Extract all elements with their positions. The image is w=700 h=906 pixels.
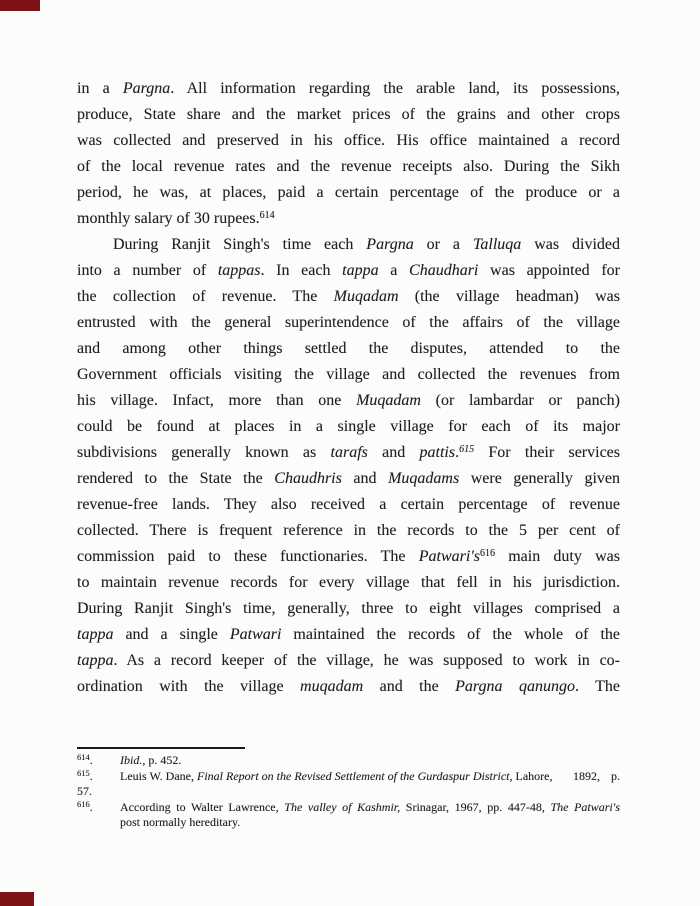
text-line — [77, 258, 620, 284]
text-segment: Muqadam — [333, 288, 399, 305]
text-segment: The Patwari's — [550, 799, 621, 814]
text-segment: could be found at places in a single village for each of its major — [77, 418, 620, 435]
footnote-line — [77, 800, 620, 816]
text-segment: of the local revenue rates and the revenue receipts also. During the Sikh — [77, 158, 620, 175]
text-segment: and the — [363, 678, 456, 695]
text-segment: subdivisions generally known as — [77, 444, 331, 461]
text-segment: in a — [77, 80, 123, 97]
text-segment: During Ranjit Singh's time, generally, three to eight villages comprised a — [77, 600, 620, 617]
footnote-text-right — [573, 769, 620, 785]
text-segment: Pargna — [366, 236, 414, 253]
text-line — [77, 206, 620, 232]
scan-edge-mark-top — [0, 0, 40, 11]
text-segment: Government officials visiting the village and collected the revenues from — [77, 366, 620, 383]
text-segment: p. 452. — [145, 753, 182, 767]
text-segment: . As a record keeper of the village, he was supposed to work in co- — [113, 652, 620, 669]
footnote-reference: 616 — [479, 548, 495, 559]
text-segment: was appointed for — [478, 262, 620, 279]
text-segment: was collected and preserved in his office. His office maintained a record — [77, 132, 620, 149]
footnote-number: $^{614}$. — [77, 752, 93, 767]
text-line — [77, 76, 620, 102]
text-segment: tarafs — [330, 444, 368, 461]
text-line — [77, 544, 620, 570]
text-segment: a — [378, 262, 410, 279]
text-segment: Ibid., — [120, 753, 146, 767]
text-segment: and — [367, 444, 420, 461]
text-segment: were generally given — [459, 470, 620, 487]
text-segment: . — [455, 444, 460, 461]
text-segment: (or lambardar or panch) — [420, 392, 620, 409]
text-segment: produce, State share and the market prices of the grains and other crops — [77, 106, 620, 123]
footnote-text — [120, 753, 620, 769]
text-segment: Final Report on the Revised Settlement of the Gurdaspur District — [197, 768, 510, 783]
text-segment: 57. — [77, 784, 92, 798]
text-segment: his village. Infact, more than one — [77, 392, 357, 409]
text-segment: Patwari — [229, 626, 282, 643]
text-segment: tappa — [342, 262, 379, 279]
text-segment: commission paid to these functionaries. The — [77, 548, 419, 565]
text-segment: During Ranjit Singh's time each — [113, 236, 367, 253]
text-line — [77, 128, 620, 154]
text-segment: tappas — [217, 262, 261, 279]
text-segment: Chaudhris — [274, 470, 342, 487]
footnote-reference: 615 — [459, 444, 475, 455]
footnote-number: $^{616}$. — [77, 798, 93, 814]
text-segment: was divided — [521, 236, 621, 253]
text-segment: tappa — [77, 626, 114, 643]
text-segment: pattis — [419, 444, 456, 461]
text-segment: 1892, p. — [573, 768, 620, 783]
text-line — [77, 518, 620, 544]
text-line — [77, 466, 620, 492]
text-segment: and a single — [113, 626, 230, 643]
text-segment: into a number of — [77, 262, 218, 279]
text-segment: period, he was, at places, paid a certain percentage of the produce or a — [77, 184, 620, 201]
text-segment: tappa — [77, 652, 114, 669]
text-segment: maintained the records of the whole of the — [281, 626, 620, 643]
footnote-line — [77, 784, 620, 800]
text-segment: According to Walter Lawrence, — [120, 799, 285, 814]
text-segment: . The — [574, 678, 620, 695]
text-segment: Muqadam — [356, 392, 421, 409]
text-line — [77, 440, 620, 466]
text-line — [77, 388, 620, 414]
text-segment: and among other things settled the disputes, attended to the — [77, 340, 620, 357]
text-segment: The valley of Kashmir, — [284, 799, 401, 814]
text-segment: . All information regarding the arable land, its possessions, — [170, 80, 621, 97]
text-line — [77, 570, 620, 596]
footnote-number: $^{615}$. — [77, 767, 93, 783]
scan-edge-mark-bottom — [0, 892, 34, 906]
footnote-text — [120, 769, 620, 785]
text-segment: For their services — [474, 444, 621, 461]
footnote-separator-rule — [77, 747, 245, 749]
text-line — [77, 336, 620, 362]
footnotes-block — [77, 753, 620, 831]
text-line — [77, 362, 620, 388]
text-segment: rendered to the State the — [77, 470, 275, 487]
text-segment: . In each — [260, 262, 343, 279]
main-text-block — [77, 76, 620, 700]
text-segment: Pargna qanungo — [455, 678, 575, 695]
text-segment: main duty was — [494, 548, 621, 565]
text-segment: the collection of revenue. The — [77, 288, 334, 305]
text-line — [77, 622, 620, 648]
text-segment: Patwari's — [418, 548, 480, 565]
text-segment: collected. There is frequent reference in the records to the 5 per cent of — [77, 522, 620, 539]
text-segment: Srinagar, 1967, pp. 447-48, — [400, 799, 551, 814]
text-line — [77, 596, 620, 622]
footnote-text-left — [120, 769, 553, 785]
text-segment: Talluqa — [472, 236, 522, 253]
text-segment: or a — [413, 236, 473, 253]
text-segment: , Lahore, — [509, 768, 553, 783]
text-line — [77, 180, 620, 206]
text-line — [77, 154, 620, 180]
text-segment: post normally hereditary. — [120, 815, 241, 829]
text-segment: and — [341, 470, 389, 487]
footnote-reference: 614 — [259, 210, 275, 221]
footnote-text — [120, 800, 620, 816]
text-segment: Chaudhari — [409, 262, 479, 279]
text-segment: Leuis W. Dane, — [120, 768, 197, 783]
text-segment: monthly salary of 30 rupees. — [77, 210, 260, 227]
text-line — [77, 284, 620, 310]
text-line — [77, 310, 620, 336]
text-line — [77, 414, 620, 440]
text-segment: revenue-free lands. They also received a certain percentage of revenue — [77, 496, 620, 513]
text-segment: to maintain revenue records for every village that fell in his jurisdiction. — [77, 574, 620, 591]
text-line — [77, 492, 620, 518]
text-line — [77, 674, 620, 700]
text-segment: entrusted with the general superintendence of the affairs of the village — [77, 314, 620, 331]
text-segment: ordination with the village — [77, 678, 301, 695]
text-segment: muqadam — [300, 678, 364, 695]
footnote-line — [77, 815, 620, 831]
text-segment: Pargna — [122, 80, 171, 97]
footnote-line — [77, 753, 620, 769]
text-line — [77, 102, 620, 128]
text-segment: Muqadams — [388, 470, 460, 487]
footnote-line — [77, 769, 620, 785]
text-segment: (the village headman) was — [398, 288, 621, 305]
text-line — [77, 232, 620, 258]
text-line — [77, 648, 620, 674]
